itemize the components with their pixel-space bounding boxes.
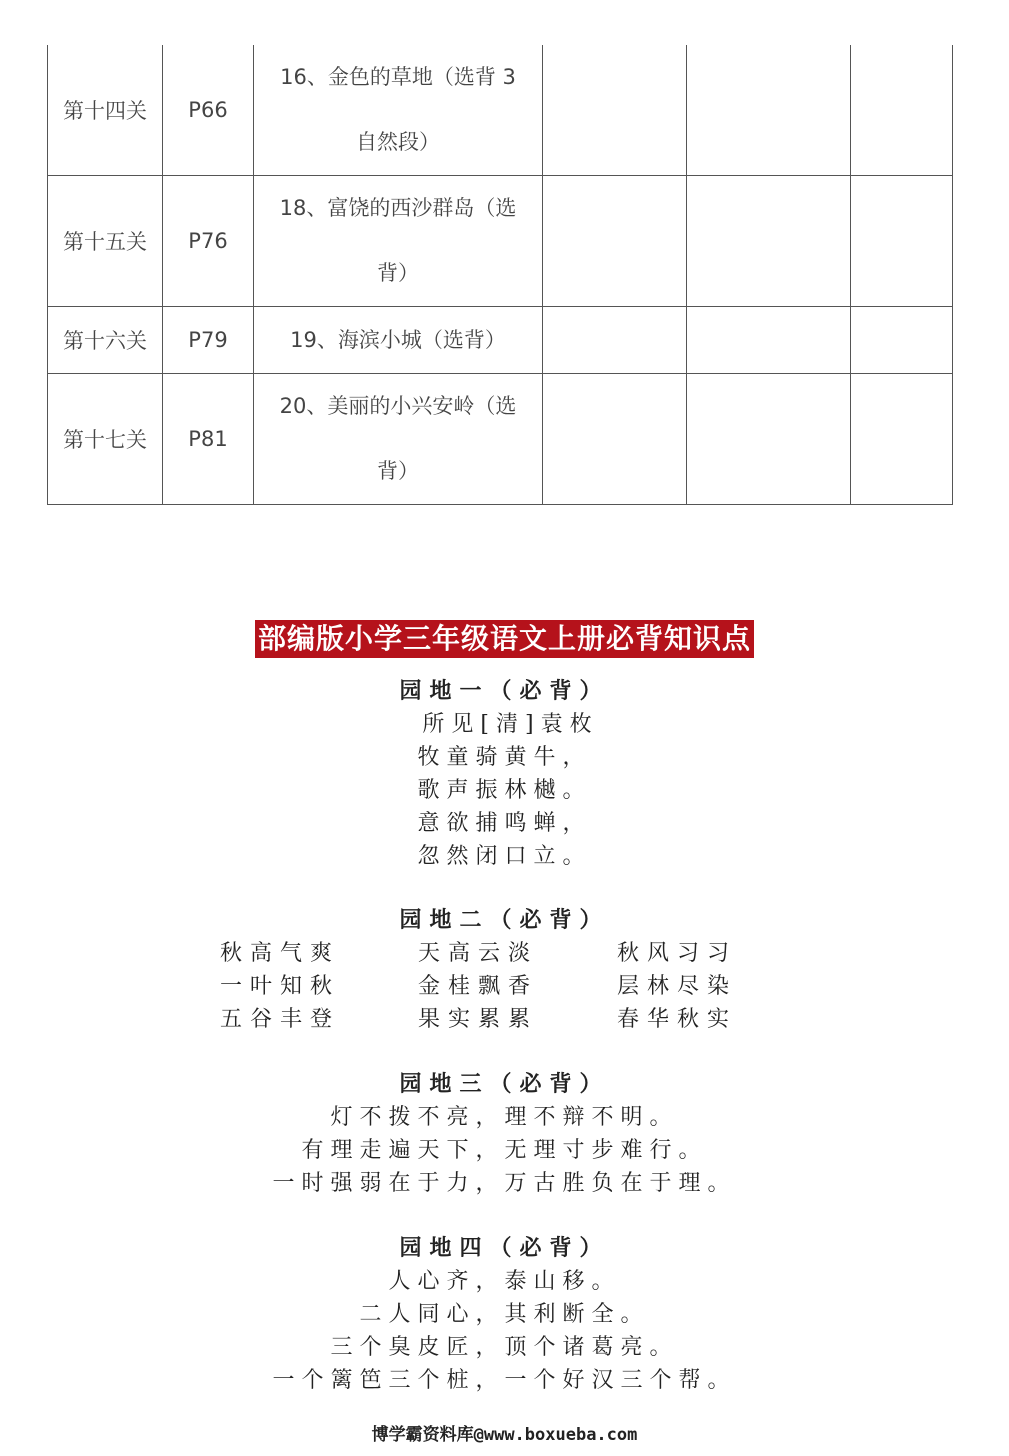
proverb-line: 人心齐，泰山移。 [388, 1269, 621, 1294]
empty-cell [687, 374, 851, 505]
idiom: 果实累累 [418, 1007, 539, 1032]
section-heading-2: 园地二（必背） [399, 907, 610, 933]
empty-cell [851, 176, 953, 307]
lesson-title-line: 背） [377, 459, 419, 483]
idiom: 层林尽染 [617, 974, 738, 999]
idiom-row [0, 936, 1009, 966]
idiom: 天高云淡 [418, 941, 539, 966]
section-heading-3: 园地三（必背） [399, 1071, 610, 1097]
idiom: 秋高气爽 [220, 941, 341, 966]
empty-cell [851, 307, 953, 374]
empty-cell [543, 374, 687, 505]
proverb-line: 一时强弱在于力，万古胜负在于理。 [272, 1171, 737, 1196]
poem-line: 牧童骑黄牛， [417, 745, 592, 770]
idiom: 一叶知秋 [220, 974, 341, 999]
empty-cell [543, 176, 687, 307]
empty-cell [851, 374, 953, 505]
lesson-title-line: 18、富饶的西沙群岛（选 [279, 196, 517, 220]
section-heading-4: 园地四（必背） [399, 1235, 610, 1261]
poem-line: 忽然闭口立。 [417, 844, 592, 869]
proverb-line: 一个篱笆三个桩，一个好汉三个帮。 [272, 1368, 737, 1393]
level-cell: 第十六关 [48, 307, 163, 374]
footer-watermark: 博学霸资料库@www.boxueba.com [371, 1425, 638, 1445]
table-row [48, 374, 953, 505]
page-cell: P81 [163, 374, 254, 505]
level-cell: 第十五关 [48, 176, 163, 307]
proverb-line: 二人同心，其利断全。 [359, 1302, 650, 1327]
lesson-title-line: 16、金色的草地（选背 3 [280, 65, 516, 89]
proverb-line: 三个臭皮匠，顶个诸葛亮。 [330, 1335, 679, 1360]
lesson-title-line: 19、海滨小城（选背） [290, 327, 506, 352]
lesson-title-cell [254, 374, 543, 505]
lesson-title-cell [254, 176, 543, 307]
idiom: 金桂飘香 [418, 974, 539, 999]
level-cell: 第十四关 [48, 45, 163, 176]
empty-cell [687, 45, 851, 176]
level-cell: 第十七关 [48, 374, 163, 505]
table-row [48, 45, 953, 176]
empty-cell [687, 176, 851, 307]
empty-cell [851, 45, 953, 176]
poem-title: 所见[清]袁枚 [422, 712, 599, 737]
idiom: 五谷丰登 [220, 1007, 341, 1032]
table-row [48, 176, 953, 307]
empty-cell [543, 307, 687, 374]
page-title: 部编版小学三年级语文上册必背知识点 [255, 620, 754, 658]
poem-line: 意欲捕鸣蝉， [417, 811, 592, 836]
section-heading-1: 园地一（必背） [399, 678, 610, 704]
page-cell: P76 [163, 176, 254, 307]
idiom: 秋风习习 [617, 941, 738, 966]
idiom: 春华秋实 [617, 1007, 738, 1032]
table-row [48, 307, 953, 374]
proverb-line: 灯不拨不亮，理不辩不明。 [330, 1105, 679, 1130]
page-cell: P79 [163, 307, 254, 374]
empty-cell [687, 307, 851, 374]
lesson-title-line: 自然段） [356, 130, 440, 154]
idiom-row [0, 969, 1009, 999]
page-cell: P66 [163, 45, 254, 176]
proverb-line: 有理走遍天下，无理寸步难行。 [301, 1138, 708, 1163]
empty-cell [543, 45, 687, 176]
poem-line: 歌声振林樾。 [417, 778, 592, 803]
lesson-title-line: 20、美丽的小兴安岭（选 [279, 394, 517, 418]
recitation-progress-table [47, 45, 953, 505]
lesson-title-cell [254, 45, 543, 176]
lesson-title-line: 背） [377, 261, 419, 285]
page-title-banner [0, 620, 1009, 658]
lesson-title-cell [254, 307, 543, 374]
idiom-row [0, 1002, 1009, 1032]
